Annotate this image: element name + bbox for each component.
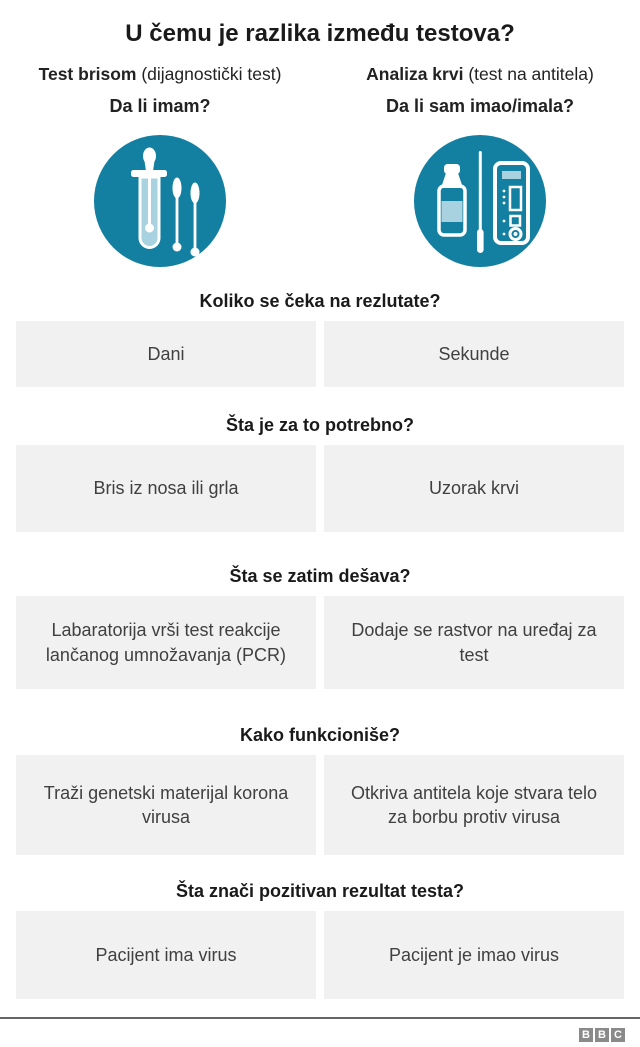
answer-row — [16, 911, 624, 999]
blood-answer-cell: Uzorak krvi — [324, 445, 624, 532]
column-headers — [0, 48, 640, 267]
swab-answer-cell: Pacijent ima virus — [16, 911, 316, 999]
answer-row — [16, 596, 624, 689]
blood-answer-cell: Dodaje se rastvor na uređaj za test — [324, 596, 624, 689]
blood-test-name — [320, 64, 640, 85]
antibody-test-icon — [414, 135, 546, 267]
section-wait-time — [0, 291, 640, 387]
swab-test-icon-wrap — [0, 135, 320, 267]
blood-answer-cell: Otkriva antitela koje stvara telo za borbu protiv virusa — [324, 755, 624, 855]
bbc-logo-block: B — [579, 1028, 593, 1042]
swab-answer-cell: Labaratorija vrši test reakcije lančanog umnožavanja (PCR) — [16, 596, 316, 689]
section-requirements — [0, 415, 640, 532]
answer-row — [16, 755, 624, 855]
blood-test-column-header — [320, 48, 640, 267]
swab-test-name — [0, 64, 320, 85]
blood-answer-cell: Pacijent je imao virus — [324, 911, 624, 999]
section-process — [0, 566, 640, 689]
blood-answer-cell: Sekunde — [324, 321, 624, 387]
page-title: U čemu je razlika između testova? — [125, 20, 515, 47]
blood-test-question: Da li sam imao/imala? — [385, 96, 575, 116]
swab-answer-cell: Bris iz nosa ili grla — [16, 445, 316, 532]
bbc-logo — [579, 1028, 625, 1042]
section-positive-result — [0, 881, 640, 999]
blood-test-name-bold: Analiza krvi — [366, 64, 464, 84]
swab-test-name-bold: Test brisom — [38, 64, 137, 84]
swab-answer-cell: Dani — [16, 321, 316, 387]
section-heading: Šta se zatim dešava? — [229, 566, 411, 586]
footer — [0, 1019, 640, 1042]
answer-row — [16, 445, 624, 532]
section-heading: Kako funkcioniše? — [239, 725, 401, 745]
swab-answer-cell: Traži genetski materijal korona virusa — [16, 755, 316, 855]
swab-test-question: Da li imam? — [109, 96, 211, 116]
swab-test-name-note: (dijagnostički test) — [141, 64, 282, 84]
swab-test-icon — [94, 135, 226, 267]
bbc-logo-block: B — [595, 1028, 609, 1042]
section-how-it-works — [0, 725, 640, 855]
bbc-logo-block: C — [611, 1028, 625, 1042]
blood-test-icon-wrap — [320, 135, 640, 267]
blood-test-name-note: (test na antitela) — [468, 64, 594, 84]
section-heading: Šta je za to potrebno? — [225, 415, 414, 435]
answer-row — [16, 321, 624, 387]
section-heading: Koliko se čeka na rezlutate? — [199, 291, 441, 311]
swab-test-column-header — [0, 48, 320, 267]
section-heading: Šta znači pozitivan rezultat testa? — [175, 881, 465, 901]
